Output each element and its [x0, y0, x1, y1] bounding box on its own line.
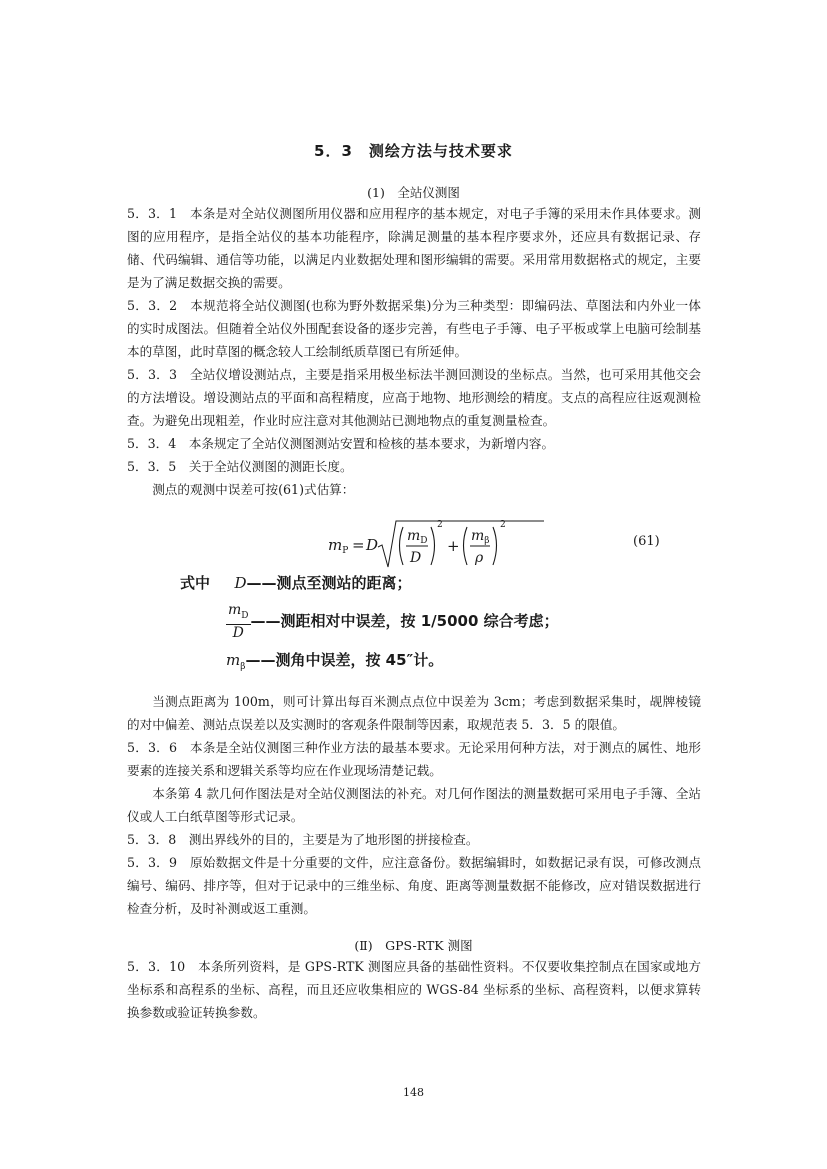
equation-number: (61): [633, 534, 660, 549]
body-text-block-b: [127, 690, 701, 920]
fraction-1-denominator: D: [410, 550, 422, 566]
formula-lhs: $m_P$: [328, 536, 349, 556]
paragraph-5-3-10: 5．3．10 本条所列资料，是 GPS-RTK 测图应具备的基础性资料。不仅要收集控制点在国家或地方坐标系和高程系的坐标、高程，而且还应收集相应的 WGS-84 坐标系的坐标、高程资料，以便求算转换参数或验证转换参数。: [127, 959, 701, 1020]
paragraph-geometric-method: 本条第 4 款几何作图法是对全站仪测图法的补充。对几何作图法的测量数据可采用电子手簿、全站仪或人工白纸草图等形式记录。: [127, 786, 701, 824]
fraction-2-denominator: ρ: [475, 550, 484, 566]
subsection-heading-gps-rtk: (Ⅱ) GPS-RTK 测图: [354, 938, 473, 953]
right-paren-1: [431, 527, 435, 565]
paragraph-5-3-2: 5．3．2 本规范将全站仪测图(也称为野外数据采集)分为三种类型：即编码法、草图法和内外业一体的实时成图法。但随着全站仪外围配套设备的逐步完善，有些电子手簿、电子平板或掌上电脑可绘制基本的草图，此时草图的概念较人工绘制纸质草图已有所延伸。: [127, 298, 701, 359]
exponent-2: 2: [500, 520, 506, 530]
left-paren-2: [464, 527, 468, 565]
definition-angle-error: [226, 649, 443, 672]
definition-ranging-error: [226, 602, 559, 641]
formula-intro: 测点的观测中误差可按(61)式估算：: [152, 482, 355, 497]
formula-distance-factor: D: [366, 536, 379, 554]
paragraph-5-3-8: 5．3．8 测出界线外的目的，主要是为了地形图的拼接检查。: [127, 832, 479, 847]
body-text-block-c: [127, 955, 701, 1024]
paragraph-5-3-6: 5．3．6 本条是全站仪测图三种作业方法的最基本要求。无论采用何种方法，对于测点的属性、地形要素的连接关系和逻辑关系等均应在作业现场清楚记载。: [127, 740, 701, 778]
paragraph-5-3-4: 5．3．4 本条规定了全站仪测图测站安置和检核的基本要求，为新增内容。: [127, 436, 555, 451]
paragraph-5-3-9: 5．3．9 原始数据文件是十分重要的文件，应注意备份。数据编辑时，如数据记录有误，可修改测点编号、编码、排序等，但对于记录中的三维坐标、角度、距离等测量数据不能修改，应对错误数据进行检查分析，及时补测或返工重测。: [127, 855, 701, 916]
error-formula: [326, 517, 546, 573]
formula-equals: =: [352, 536, 365, 554]
definition-distance-symbol: D: [234, 574, 247, 592]
page-number: 148: [403, 1086, 424, 1099]
section-title: 5．3 测绘方法与技术要求: [314, 142, 513, 160]
right-paren-2: [493, 527, 497, 565]
paragraph-point-error: 当测点距离为 100m，则可计算出每百米测点点位中误差为 3cm；考虑到数据采集时，觇牌棱镜的对中偏差、测站点误差以及实测时的客观条件限制等因素，取规范表 5．3．5 的限值。: [127, 694, 701, 732]
paragraph-5-3-1: 5．3．1 本条是对全站仪测图所用仪器和应用程序的基本规定，对电子手簿的采用未作具体要求。测图的应用程序，是指全站仪的基本功能程序，除满足测量的基本程序要求外，还应具有数据记录、存储、代码编辑、通信等功能，以满足内业数据处理和图形编辑的需要。采用常用数据格式的规定，主要是为了满足数据交换的需要。: [127, 206, 701, 290]
fraction-2-numerator: $m_\beta$: [471, 528, 490, 546]
definition-angle-symbol: $m_\beta$: [226, 651, 246, 672]
definition-ranging-fraction: $\frac{m_D}{D}$: [228, 602, 249, 641]
exponent-1: 2: [437, 520, 443, 530]
definition-lead: 式中: [180, 574, 211, 592]
definition-distance: [180, 572, 412, 593]
definition-angle-text: ——测角中误差，按 45″计。: [245, 651, 444, 669]
body-text-block-a: [127, 202, 701, 501]
fraction-1-numerator: $m_D$: [407, 528, 428, 546]
definition-distance-text: ——测点至测站的距离；: [246, 574, 412, 592]
definition-ranging-text: ——测距相对中误差，按 1/5000 综合考虑；: [250, 611, 559, 630]
paragraph-5-3-3: 5．3．3 全站仪增设测站点，主要是指采用极坐标法半测回测设的坐标点。当然，也可采用其他交会的方法增设。增设测站点的平面和高程精度，应高于地物、地形测绘的精度。支点的高程应往返观测检查。为避免出现粗差，作业时应注意对其他测站已测地物点的重复测量检查。: [127, 367, 701, 428]
left-paren-1: [400, 527, 404, 565]
formula-plus: +: [447, 537, 460, 555]
subsection-heading-total-station: (1) 全站仪测图: [367, 185, 460, 200]
paragraph-5-3-5: 5．3．5 关于全站仪测图的测距长度。: [127, 459, 353, 474]
